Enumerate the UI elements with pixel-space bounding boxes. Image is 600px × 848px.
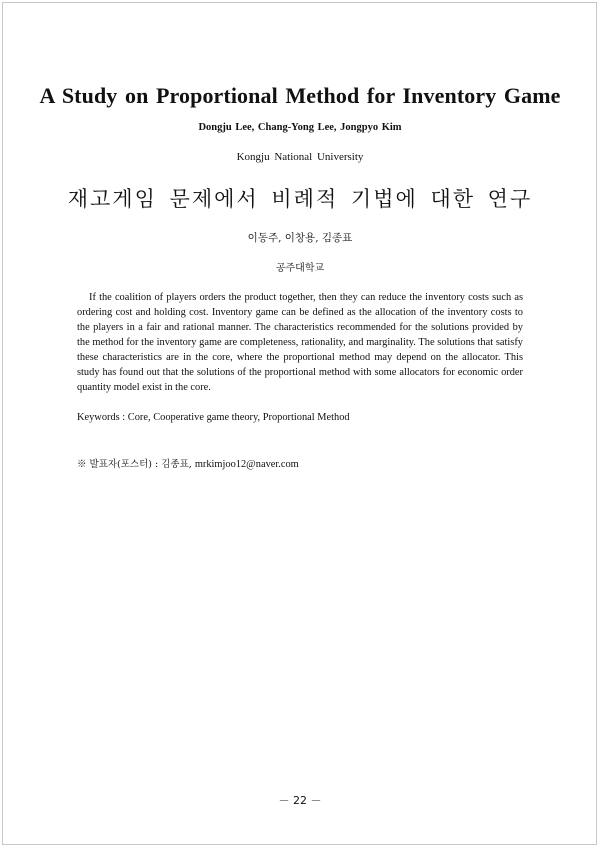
keywords-line	[77, 412, 523, 423]
paper-authors: Dongju Lee, Chang-Yong Lee, Jongpyo Kim	[198, 122, 402, 133]
korean-affiliation: 공주대학교	[275, 263, 325, 274]
presenter-line	[77, 456, 523, 470]
presenter-email: mrkimjoo12@naver.com	[194, 459, 299, 470]
korean-authors: 이동주, 이창용, 김종표	[247, 232, 353, 244]
korean-title: 재고게임 문제에서 비례적 기법에 대한 연구	[67, 187, 533, 211]
page-number: － 22 －	[278, 794, 322, 807]
keywords-text: Core, Cooperative game theory, Proportional Method	[127, 412, 350, 423]
keywords-label: Keywords :	[77, 412, 128, 423]
paper-affiliation: Kongju National University	[236, 151, 364, 163]
abstract-text: If the coalition of players orders the product together, then they can reduce the inventory costs such as ordering cost and holding cost. Inventory game can be defined as the allocation of the inventory costs to the players in a fair and rational manner. The characteristics recommended for the solutions provided by the method for the inventory game are completeness, rationality, and marginality. The solutions that satisfy these characteristics are in the core, where the proportional method may depend on the allocator. This study has found out that the solutions of the proportional method with some allocators for economic order quantity model exist in the core.	[77, 292, 523, 393]
paper-title: A Study on Proportional Method for Inventory Game	[39, 83, 561, 108]
presenter-label: ※ 발표자(포스터) : 김종표,	[77, 459, 195, 470]
